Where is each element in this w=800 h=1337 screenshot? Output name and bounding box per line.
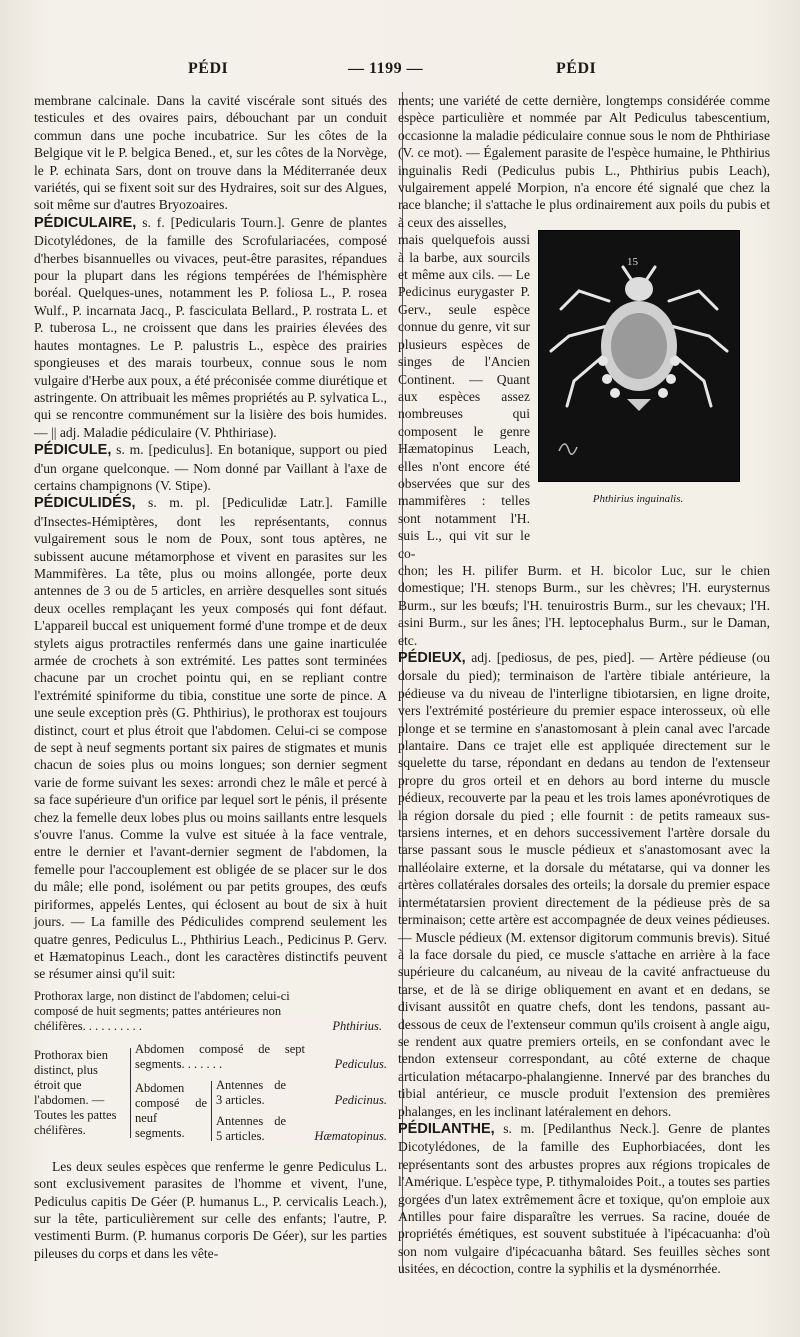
entry-text: adj. [pediosus, de pes, pied]. — Artère pédieuse (ou dorsale du pied); terminaison de l'artère tibiale antérieure, la pédieuse va du niveau de l'interligne tibiotarsien, en ligne droite, vers l'extrémité postérieure du premier espace interosseux, où elle plonge et se termine en s'anastomosant à plein canal avec l'arcade plantaire. Dans ce trajet elle est appliquée directement sur le squelette du tarse, répondant en dedans au tendon de l'extenseur propre du gros orteil et en dehors au bord interne du muscle pédieux, recouverte par la peau et les trois lames aponévrotiques de la région dorsale du pied ; elle fournit : de petits rameaux sus-tarsiens internes, et en dehors successivement l'artère dorsale du tarse passant sous le muscle pédieux et s'anastomosant avec la malléolaire externe, et la dorsale du métatarse, qui va donner les artères collatérales dorsales des orteils; la dorsale du premier espace intermétatarsien provient directement de la pédieuse près de sa terminaison; cette artère est accompagnée de deux veines pédieuses. — Muscle pédieux (M. extensor digitorum communis brevis). Situé à la face dorsale du pied, ce muscle s'attache en arrière à la face supérieure du calcanéum, au niveau de la cavité anfractueuse du tarse, et de là se dirige obliquement en avant et en dedans, se divisant aussitôt en quatre chefs, dont les tendons, passant au-dessous de ceux de l'extenseur commun qu'ils croisent à angle aigu, se rendent aux quatre premiers orteils, en se confondant avec le tendon extenseur correspondant, au côté externe de chaque articulation métacarpo-phalangienne. Innervé par des branches du tibial antérieur, ce muscle produit l'extension des premières phalanges, en les inclinant latéralement en dehors. bbox=[398, 650, 770, 1119]
key-row bbox=[34, 1042, 387, 1144]
entry-pedilanthe bbox=[398, 1120, 770, 1278]
key-row bbox=[135, 1042, 387, 1072]
figure-caption: Phthirius inguinalis. bbox=[592, 493, 684, 505]
louse-illustration bbox=[538, 230, 740, 482]
key-subgroup bbox=[131, 1042, 387, 1144]
entry-text: s. f. [Pedicularis Tourn.]. Genre de plantes Dicotylédones, de la famille des Scrofulariacées, composé d'herbes bisannuelles ou vivaces, peut-être parasites, répandues pour la plupart dans les régions tempérées de l'hémisphère boréal. Quelques-unes, notamment les P. foliosa L., P. rosea Wulf., P. incarnata Jacq., P. fasciculata Bellard., P. rostrata L. et P. tuberosa L., ne croissent que dans les prairies élevées des hautes montagnes. Le P. palustris L., espèce des prairies spongieuses et des marais tourbeux, connue sous le nom vulgaire d'Herbe aux poux, a été préconisée comme diurétique et astringente. On attribuait les mêmes propriétés au P. sylvatica L., qui se rencontre communément sur la lisière des bois humides. — || adj. Maladie pédiculaire (V. Phthiriase). bbox=[34, 214, 387, 440]
louse-icon bbox=[539, 231, 739, 481]
key-text: Antennes de 5 articles. bbox=[216, 1113, 286, 1143]
paragraph-beside-figure: mais quelquefois aussi à la barbe, aux sourcils et même aux cils. — Le Pedicinus eurygaster P. Gerv., seule espèce connue du genre, vit sur plusieurs espèces de singes de l'Ancien Continent. — Quant aux espèces assez nombreuses qui composent le genre Hæmatopinus Leach, elles n'ont encore été observées que sur des mammifères : telles sont notamment l'H. suis L., qui vit sur le co- bbox=[398, 232, 530, 561]
headword: PÉDIEUX, bbox=[398, 650, 466, 666]
left-column bbox=[34, 92, 387, 1262]
headword: PÉDICULE, bbox=[34, 442, 112, 459]
entry-pediculides bbox=[34, 494, 387, 982]
key-text: Abdomen composé de neuf segments. bbox=[135, 1081, 212, 1141]
key-text: Abdomen composé de sept segments. . . . . . . bbox=[135, 1041, 305, 1071]
key-subgroup bbox=[212, 1078, 387, 1144]
identification-key bbox=[34, 989, 387, 1144]
key-text: Antennes de 3 articles. bbox=[216, 1077, 286, 1107]
key-text: Prothorax large, non distinct de l'abdomen; celui-ci composé de huit segments; pattes antérieures non chélifères. . . . . . . . . . bbox=[34, 988, 290, 1033]
key-row bbox=[216, 1078, 387, 1108]
key-genus: Pediculus. bbox=[334, 1056, 387, 1071]
paragraph: Les deux seules espèces que renferme le genre Pediculus L. sont exclusivement parasites de l'homme et vivent, l'une, Pediculus capitis De Géer (P. humanus L., P. cervicalis Leach.), sur la tête, particulièrement sur celle des enfants; l'autre, P. vestimenti Burm. (P. humanus corporis De Géer), sur les parties pileuses du corps et dans les vête- bbox=[34, 1158, 387, 1261]
headword: PÉDILANTHE, bbox=[398, 1120, 495, 1137]
figure-number: 15 bbox=[627, 256, 638, 268]
entry-pediculaire bbox=[34, 214, 387, 441]
paragraph: ments; une variété de cette dernière, longtemps considérée comme espèce particulière et nommée par Alt Pediculus tabescentium, occasionne la maladie pédiculaire connue sous le nom de Phthiriase (V. ce mot). — Également parasite de l'espèce humaine, le Phthirius inguinalis Redi (Pediculus pubis L., Phthirius pubis Leach), vulgairement appelé Morpion, n'a encore été signalé que chez la race blanche; il s'attache le plus ordinairement aux poils du pubis et à ceux des aisselles, bbox=[398, 93, 770, 230]
key-text: Prothorax bien distinct, plus étroit que l'abdomen. — Toutes les pattes chélifères. bbox=[34, 1048, 131, 1138]
headword: PÉDICULIDÉS, bbox=[34, 495, 136, 512]
key-genus: Hæmatopinus. bbox=[314, 1128, 387, 1143]
header-left: PÉDI bbox=[188, 60, 229, 77]
entry-text: s. m. [pediculus]. En botanique, support ou pied d'un organe quelconque. — Nom donné par Vaillant à l'axe de certains champignons (V. Stipe). bbox=[34, 442, 387, 493]
entry-pedieux bbox=[398, 649, 770, 1120]
page-number: — 1199 — bbox=[348, 60, 424, 77]
running-header bbox=[0, 60, 800, 84]
entry-pedicule bbox=[34, 441, 387, 494]
headword: PÉDICULAIRE, bbox=[34, 214, 137, 231]
entry-text: s. m. [Pedilanthus Neck.]. Genre de plantes Dicotylédones, de la famille des Euphorbiacées, dont les représentants sont des arbustes propres aux régions tropicales de l'Amérique. L'espèce type, P. tithymaloides Poit., a toutes ses parties gorgées d'un latex extrêmement âcre et toxique, qu'on emploie aux Antilles pour faire disparaître les verrues. Sa racine, douée de propriétés émétiques, est souvent substituée à l'ipécacuanha: d'où son nom vulgaire d'ipécacuanha bâtard. Ses feuilles sèches sont usitées, en décoction, contre la syphilis et la dysménorrhée. bbox=[398, 1120, 770, 1277]
key-row bbox=[34, 989, 387, 1034]
paragraph: membrane calcinale. Dans la cavité viscérale sont situés des testicules et des ovaires pairs, débouchant par un conduit commun dans une poche incubatrice. Sur les côtes de la Belgique vit le P. belgica Bened., et, sur les côtes de la Norvège, le P. echinata Sars, dont on trouve dans la Méditerranée deux variétés, qui se fixent soit sur des Hydraires, soit sur des Algues, soit même sur d'autres Bryozoaires. bbox=[34, 93, 387, 213]
key-row bbox=[216, 1114, 387, 1144]
paragraph: chon; les H. pilifer Burm. et H. bicolor Luc, sur le chien domestique; l'H. stenops Burm., sur les chèvres; l'H. eurysternus Burm., sur les bœufs; l'H. tenuirostris Burm., sur les chevaux; l'H. asini Burm., sur les ânes; l'H. leptocephalus Burm., sur le Daman, etc. bbox=[398, 562, 770, 648]
key-genus: Pedicinus. bbox=[334, 1092, 387, 1107]
entry-text: s. m. pl. [Pediculidæ Latr.]. Famille d'Insectes-Hémiptères, dont les représentants, connus vulgairement sous le nom de Poux, sont tous aptères, ne subissent aucune métamorphose et vivent en parasites sur les Mammifères. La tête, plus ou moins allongée, porte deux antennes de 3 ou de 5 articles, en arrière desquelles sont situés deux ocelles remplaçant les yeux composés qui font défaut. L'appareil buccal est uniquement formé d'une trompe et de deux stylets aigus protractiles renfermés dans une gaine inarticulée armée de crochets à son extrémité. Les pattes sont terminées chacune par un crochet pointu qui, en se repliant contre l'extrémité spiniforme du tibia, constitue une sorte de pince. A une seule exception près (G. Phthirius), le prothorax est toujours distinct, court et plus étroit que l'abdomen. Celui-ci se compose de sept à neuf segments portant six paires de stigmates et munis chacun de soies plus ou moins longues; son dernier segment varie de forme suivant les sexes: arrondi chez le mâle et percé à sa face supérieure d'un orifice par lequel sort le pénis, il présente chez la femelle deux lobes plus ou moins saillants entre lesquels s'ouvre l'anus. Comme la vulve est située à la face ventrale, entre le dernier et l'avant-dernier segment de l'abdomen, la femelle pour l'accouplement est obligée de se placer sur le dos du mâle; elle pond, isolément ou par petits groupes, des œufs piriformes, appelés Lentes, qui éclosent au bout de six à huit jours. — La famille des Pédiculides comprend seulement les quatre genres, Pediculus L., Phthirius Leach., Pedicinus P. Gerv. et Hæmatopinus Leach., dont les caractères distinctifs peuvent se résumer ainsi qu'il suit: bbox=[34, 495, 387, 982]
key-row bbox=[135, 1078, 387, 1144]
header-right: PÉDI bbox=[556, 60, 597, 77]
key-genus: Phthirius. bbox=[332, 1018, 382, 1033]
